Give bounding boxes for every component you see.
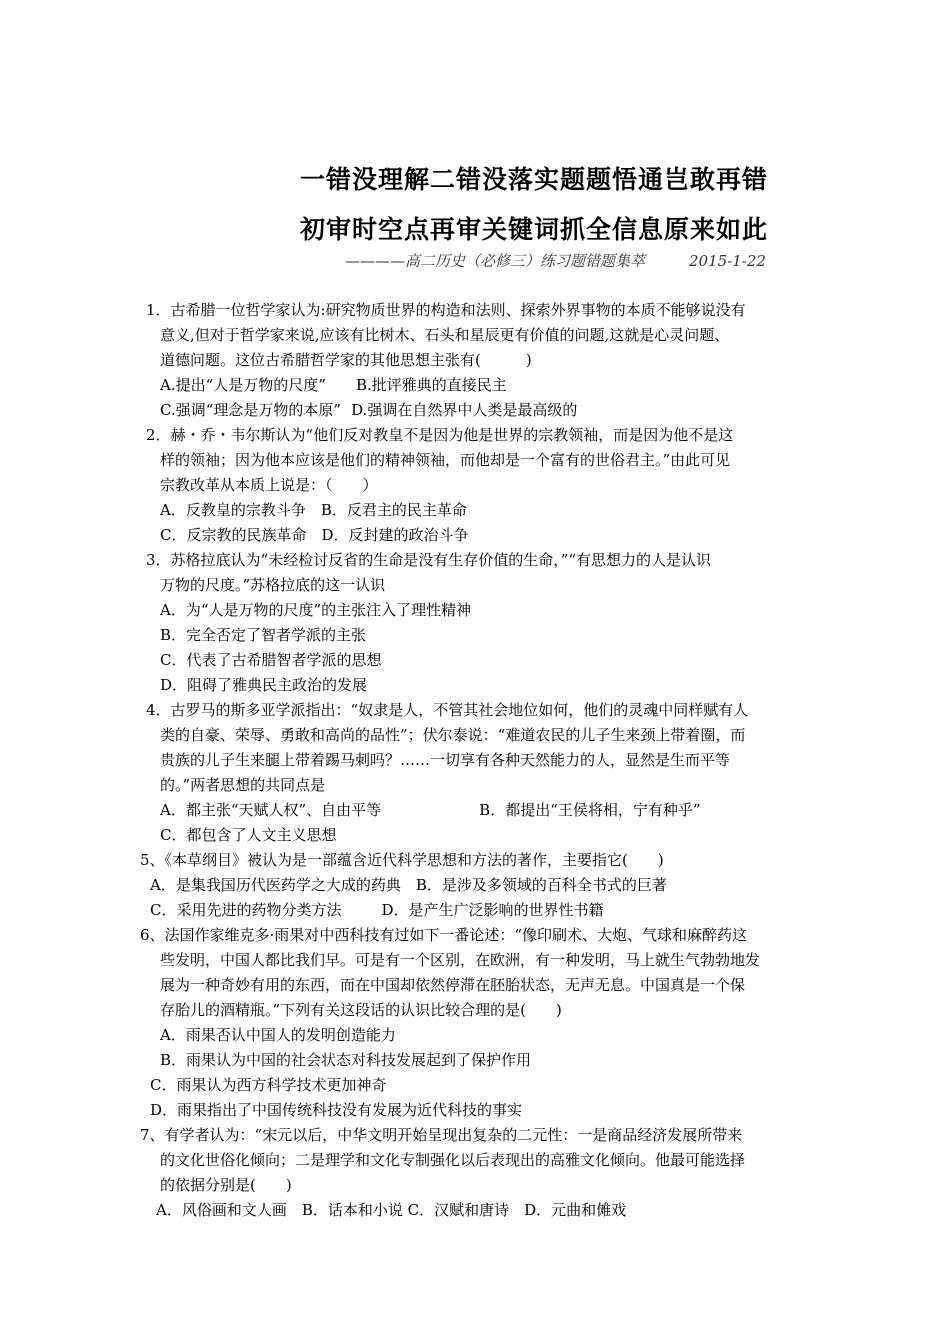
q1-option-c: C.强调“理念是万物的本原” <box>160 401 342 419</box>
q3-option-c: C．代表了古希腊智者学派的思想 <box>160 651 382 669</box>
q6-line-3: 展为一种奇妙有用的东西，而在中国却依然停滞在胚胎状态，无声无息。中国真是一个保 <box>160 976 746 994</box>
subtitle <box>345 250 766 271</box>
q1-options-cd <box>140 398 820 423</box>
q1-options-ab <box>140 373 820 398</box>
q4-line-4: 的。”两者思想的共同点是 <box>160 776 326 794</box>
q1-option-b: B.批评雅典的直接民主 <box>355 376 507 394</box>
q7-line-1: 7、有学者认为：“宋元以后，中华文明开始呈现出复杂的二元性：一是商品经济发展所带来 <box>140 1126 743 1144</box>
q7-line-3: 的依据分别是( ) <box>160 1176 292 1194</box>
q3-option-b: B．完全否定了智者学派的主张 <box>160 626 367 644</box>
q5-option-a: A．是集我国历代医药学之大成的药典 <box>150 876 401 894</box>
q4-line-2: 类的自豪、荣辱、勇敢和高尚的品性”；伏尔泰说：“难道农民的儿子生来颈上带着圈，而 <box>160 726 746 744</box>
q4-options-ab <box>140 798 820 823</box>
q4-option-b: B．都提出“王侯将相，宁有种乎” <box>479 801 701 819</box>
q6-option-a: A．雨果否认中国人的发明创造能力 <box>160 1026 396 1044</box>
q6-line-4: 存胎儿的酒精瓶。”下列有关这段话的认识比较合理的是( ) <box>160 1001 562 1019</box>
q6-line-1: 6、法国作家维克多·雨果对中西科技有过如下一番论述：“像印刷术、大炮、气球和麻醉药这 <box>140 926 747 944</box>
q2-option-a: A．反教皇的宗教斗争 <box>160 501 306 519</box>
q7-options: A．风俗画和文人画 B．话本和小说 C．汉赋和唐诗 D．元曲和傩戏 <box>156 1201 627 1219</box>
title-line-1: 一错没理解二错没落实题题悟通岂敢再错 <box>300 165 769 194</box>
q7-line-2: 的文化世俗化倾向；二是理学和文化专制强化以后表现出的高雅文化倾向。他最可能选择 <box>160 1151 746 1169</box>
q5-option-c: C．采用先进的药物分类方法 <box>150 901 342 919</box>
q3-option-d: D．阻碍了雅典民主政治的发展 <box>160 676 368 694</box>
q6-line-2: 些发明，中国人都比我们早。可是有一个区别，在欧洲，有一种发明，马上就生气勃勃地发 <box>160 951 761 969</box>
q2-options-ab <box>140 498 820 523</box>
q6-option-c: C．雨果认为西方科学技术更加神奇 <box>150 1076 387 1094</box>
q2-option-b: B．反君主的民主革命 <box>320 501 467 519</box>
q3-line-2: 万物的尺度。”苏格拉底的这一认识 <box>160 576 386 594</box>
q1-option-a: A.提出“人是万物的尺度” <box>160 376 326 394</box>
q6-option-b: B．雨果认为中国的社会状态对科技发展起到了保护作用 <box>160 1051 532 1069</box>
q5-options-cd <box>140 898 820 923</box>
q4-option-a: A．都主张“天赋人权”、自由平等 <box>160 801 382 819</box>
q2-line-2: 样的领袖；因为他本应该是他们的精神领袖，而他却是一个富有的世俗君主。”由此可见 <box>160 451 731 469</box>
q2-options-cd <box>140 523 820 548</box>
subtitle-text: ————高二历史（必修三）练习题错题集萃 <box>345 252 646 270</box>
q2-line-3: 宗教改革从本质上说是：（ ） <box>160 476 378 494</box>
date: 2015-1-22 <box>689 252 766 270</box>
q2-line-1: 2．赫・乔・韦尔斯认为“他们反对教皇不是因为他是世界的宗教领袖，而是因为他不是这 <box>146 426 734 444</box>
q5-line-1: 5、《本草纲目》被认为是一部蕴含近代科学思想和方法的著作，主要指它( ) <box>140 851 664 869</box>
q4-line-1: 4．古罗马的斯多亚学派指出：“奴隶是人，不管其社会地位如何，他们的灵魂中同样赋有人 <box>146 701 749 719</box>
q5-option-b: B．是涉及多领域的百科全书式的巨著 <box>415 876 667 894</box>
q1-line-3: 道德问题。这位古希腊哲学家的其他思想主张有( ) <box>160 351 532 369</box>
q3-option-a: A．为“人是万物的尺度”的主张注入了理性精神 <box>160 601 472 619</box>
q1-line-2: 意义,但对于哲学家来说,应该有比树木、石头和星辰更有价值的问题,这就是心灵问题、 <box>160 326 730 344</box>
q5-options-ab <box>140 873 820 898</box>
q4-line-3: 贵族的儿子生来腿上带着踢马刺吗？……一切享有各种天然能力的人，显然是生而平等 <box>160 751 731 769</box>
q1-option-d: D.强调在自然界中人类是最高级的 <box>351 401 578 419</box>
title-line-2: 初审时空点再审关键词抓全信息原来如此 <box>300 215 769 244</box>
q2-option-c: C．反宗教的民族革命 <box>160 526 307 544</box>
q3-line-1: 3．苏格拉底认为“未经检讨反省的生命是没有生存价值的生命，”“有思想力的人是认识 <box>146 551 712 569</box>
q1-line-1: 1．古希腊一位哲学家认为:研究物质世界的构造和法则、探索外界事物的本质不能够说没有 <box>146 301 746 319</box>
q5-option-d: D．是产生广泛影响的世界性书籍 <box>381 901 604 919</box>
q4-option-c: C．都包含了人文主义思想 <box>160 826 337 844</box>
question-list <box>140 298 820 1223</box>
q2-option-d: D．反封建的政治斗争 <box>321 526 469 544</box>
q6-option-d: D．雨果指出了中国传统科技没有发展为近代科技的事实 <box>150 1101 523 1119</box>
